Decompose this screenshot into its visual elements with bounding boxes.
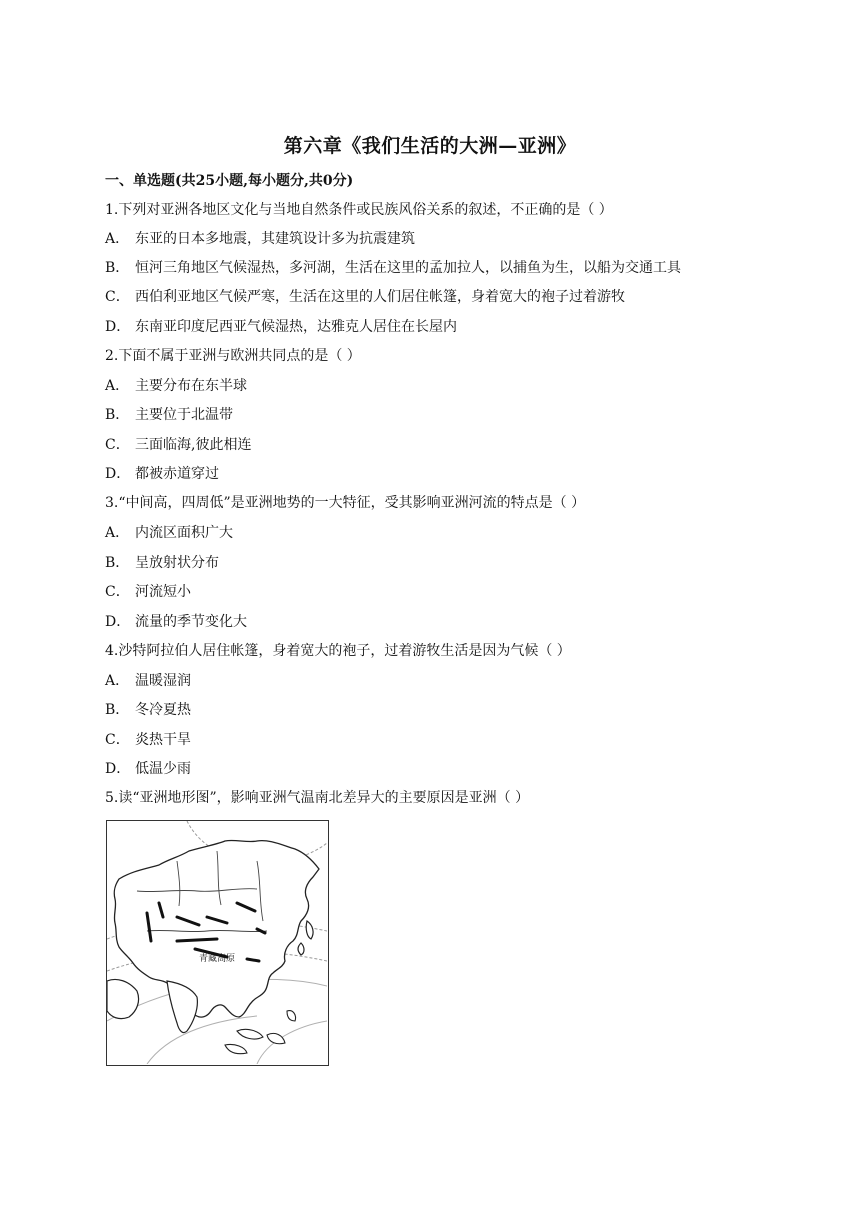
option-text: 恒河三角地区气候湿热，多河湖，生活在这里的孟加拉人，以捕鱼为生，以船为交通工具 — [135, 260, 681, 276]
option-letter: D． — [105, 466, 131, 482]
option-text: 西伯利亚地区气候严寒，生活在这里的人们居住帐篷，身着宽大的袍子过着游牧 — [135, 289, 625, 305]
section-heading: 一、单选题(共25小题,每小题分,共0分) — [105, 173, 354, 189]
option-row[interactable] — [105, 583, 191, 601]
option-text: 内流区面积广大 — [135, 525, 233, 541]
option-letter: C． — [105, 437, 130, 453]
option-text: 主要分布在东半球 — [135, 378, 247, 394]
option-text: 主要位于北温带 — [135, 407, 233, 423]
option-text: 东南亚印度尼西亚气候湿热，达雅克人居住在长屋内 — [135, 319, 457, 335]
option-row[interactable] — [105, 259, 681, 277]
option-row[interactable] — [105, 701, 191, 719]
option-row[interactable] — [105, 554, 219, 572]
option-text: 温暖湿润 — [135, 673, 191, 689]
option-text: 东亚的日本多地震，其建筑设计多为抗震建筑 — [135, 231, 415, 247]
option-text: 低温少雨 — [135, 761, 191, 777]
option-letter: A． — [105, 525, 130, 541]
option-text: 冬冷夏热 — [135, 702, 191, 718]
option-text: 炎热干旱 — [135, 732, 191, 748]
option-row[interactable] — [105, 230, 415, 248]
asia-terrain-map-icon — [106, 820, 329, 1066]
option-letter: D． — [105, 761, 131, 777]
option-letter: D． — [105, 319, 131, 335]
option-row[interactable] — [105, 672, 191, 690]
option-row[interactable] — [105, 731, 191, 749]
option-row[interactable] — [105, 377, 247, 395]
option-letter: A． — [105, 378, 130, 394]
option-row[interactable] — [105, 465, 219, 483]
option-letter: D． — [105, 614, 131, 630]
option-row[interactable] — [105, 288, 625, 306]
option-row[interactable] — [105, 436, 251, 454]
question-stem: 5.读“亚洲地形图”，影响亚洲气温南北差异大的主要原因是亚洲（ ） — [105, 790, 530, 806]
map-label: 青藏高原 — [199, 954, 236, 964]
option-letter: C． — [105, 289, 130, 305]
option-row[interactable] — [105, 406, 233, 424]
option-letter: B． — [105, 407, 130, 423]
option-letter: B． — [105, 260, 130, 276]
option-row[interactable] — [105, 318, 457, 336]
option-letter: A． — [105, 231, 130, 247]
option-row[interactable] — [105, 613, 247, 631]
page-title: 第六章《我们生活的大洲—亚洲》 — [283, 135, 577, 157]
option-text: 三面临海,彼此相连 — [135, 437, 252, 453]
option-text: 都被赤道穿过 — [135, 466, 219, 482]
option-row[interactable] — [105, 760, 191, 778]
option-text: 呈放射状分布 — [135, 555, 219, 571]
question-stem: 4.沙特阿拉伯人居住帐篷，身着宽大的袍子，过着游牧生活是因为气候（ ） — [105, 643, 571, 659]
option-row[interactable] — [105, 524, 233, 542]
question-stem: 2.下面不属于亚洲与欧洲共同点的是（ ） — [105, 348, 361, 364]
option-text: 河流短小 — [135, 584, 191, 600]
option-letter: C． — [105, 584, 130, 600]
question-stem: 3.“中间高，四周低”是亚洲地势的一大特征，受其影响亚洲河流的特点是（ ） — [105, 495, 586, 511]
question-stem: 1.下列对亚洲各地区文化与当地自然条件或民族风俗关系的叙述，不正确的是（ ） — [105, 202, 613, 218]
option-letter: B． — [105, 555, 130, 571]
option-letter: C． — [105, 732, 130, 748]
option-letter: A． — [105, 673, 130, 689]
option-letter: B． — [105, 702, 130, 718]
option-text: 流量的季节变化大 — [135, 614, 247, 630]
